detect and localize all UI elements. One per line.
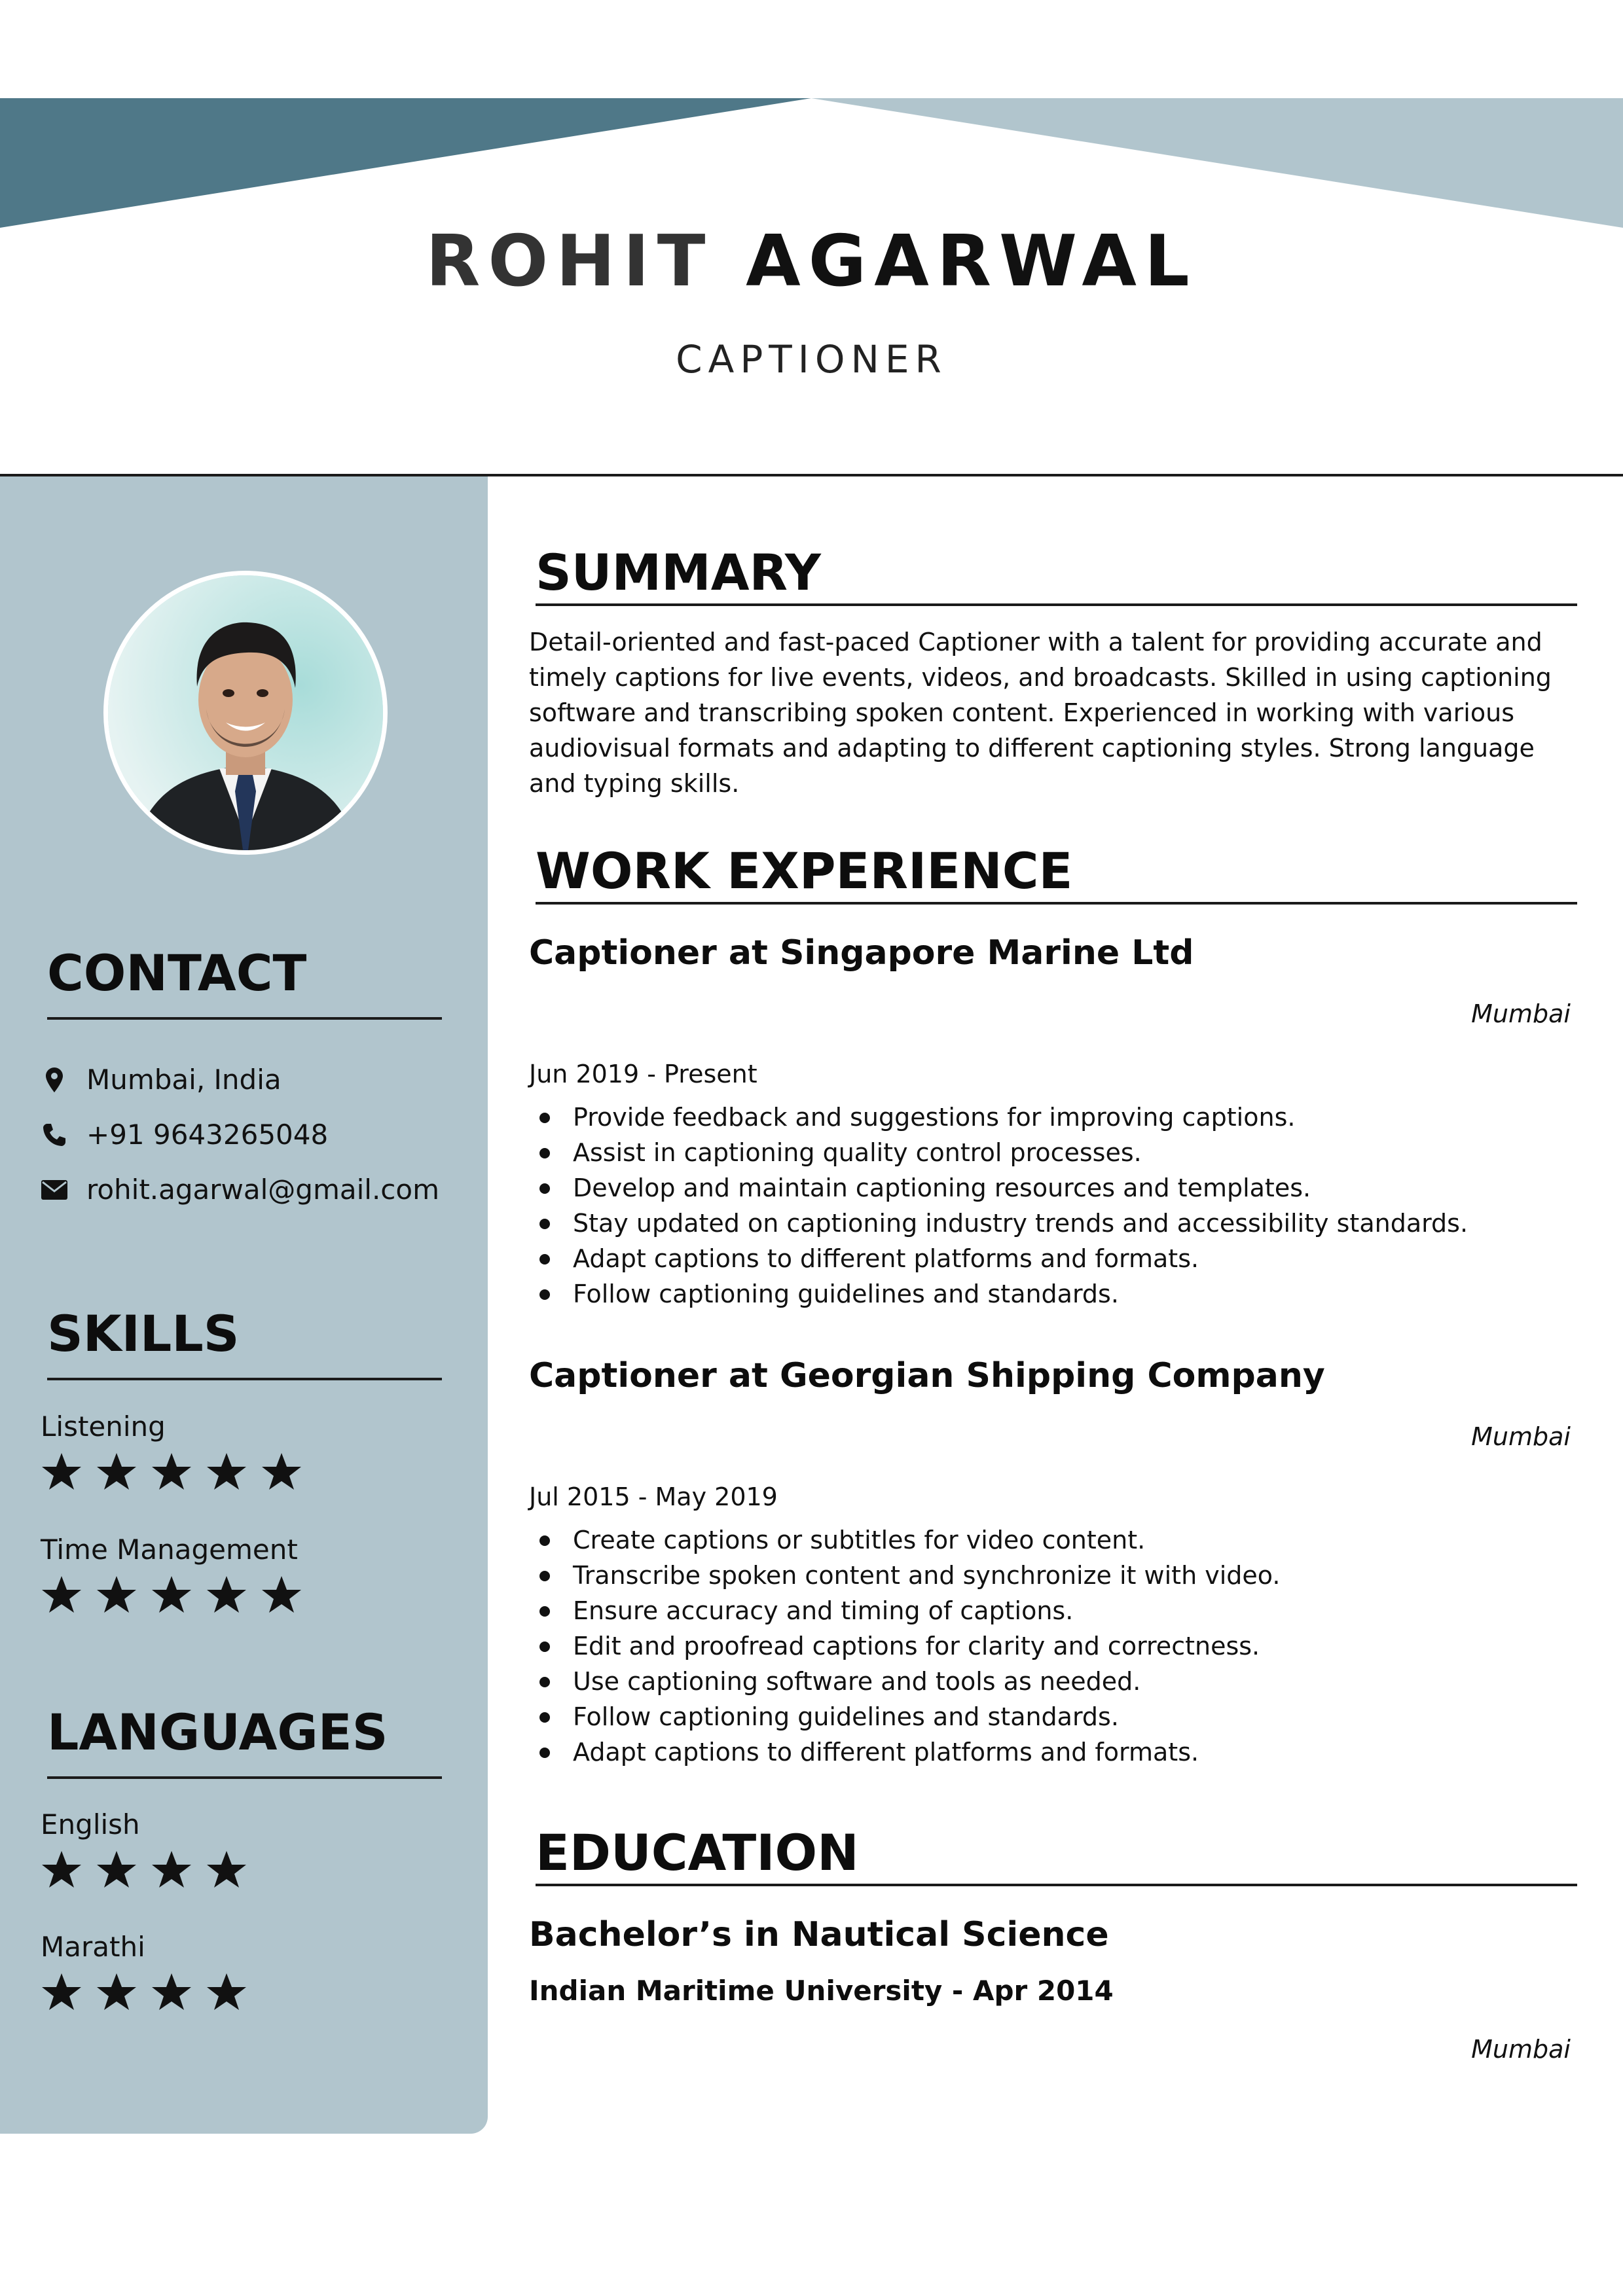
list-item: Assist in captioning quality control processes. (529, 1135, 1142, 1170)
job-1-location: Mumbai (1471, 999, 1571, 1028)
experience-divider (536, 902, 1577, 905)
list-item: Adapt captions to different platforms and formats. (529, 1241, 1199, 1276)
job-1-title: Captioner at Singapore Marine Ltd (529, 933, 1194, 973)
education-divider (536, 1884, 1577, 1886)
experience-heading: WORK EXPERIENCE (536, 842, 1073, 900)
star-icon (151, 1450, 192, 1492)
phone-text[interactable]: +91 9643265048 (86, 1119, 329, 1151)
star-icon (151, 1848, 192, 1890)
star-icon (261, 1450, 302, 1492)
skills-divider (47, 1378, 442, 1380)
header-band (0, 98, 1623, 229)
skill-rating (41, 1450, 316, 1496)
map-pin-icon (41, 1066, 68, 1094)
email-text[interactable]: rohit.agarwal@gmail.com (86, 1174, 440, 1206)
summary-heading: SUMMARY (536, 543, 821, 601)
education-heading: EDUCATION (536, 1823, 859, 1882)
star-icon (151, 1971, 192, 2013)
star-icon (206, 1848, 247, 1890)
band-dark-shape (0, 98, 811, 228)
job-1-dates: Jun 2019 - Present (529, 1060, 757, 1088)
star-icon (206, 1971, 247, 2013)
education-degree: Bachelor’s in Nautical Science (529, 1915, 1109, 1954)
list-item: Provide feedback and suggestions for improving captions. (529, 1100, 1295, 1135)
star-icon (41, 1971, 82, 2013)
star-icon (41, 1573, 82, 1615)
star-icon (41, 1848, 82, 1890)
language-rating (41, 1971, 261, 2017)
star-icon (151, 1573, 192, 1615)
first-name: ROHIT (426, 221, 714, 302)
contact-divider (47, 1017, 442, 1020)
summary-text: Detail-oriented and fast-paced Captioner with a talent for providing accurate and timely captions for live events, videos, and broadcasts. Skilled in using captioning software and transcribing spoken content. Experienced in working with various audiovisual formats and adapting to different captioning styles. Strong language and typing skills. (529, 628, 1552, 798)
band-light-shape (811, 98, 1623, 228)
contact-phone (41, 1115, 328, 1155)
star-icon (96, 1848, 137, 1890)
skill-rating (41, 1573, 316, 1619)
education-location: Mumbai (1471, 2035, 1571, 2064)
star-icon (41, 1450, 82, 1492)
education-school: Indian Maritime University - Apr 2014 (529, 1975, 1114, 2007)
language-label: English (41, 1808, 140, 1840)
last-name: AGARWAL (746, 221, 1197, 302)
job-title: CAPTIONER (676, 337, 947, 382)
skills-heading: SKILLS (47, 1304, 240, 1363)
profile-photo (103, 571, 388, 855)
list-item: Use captioning software and tools as needed. (529, 1664, 1140, 1699)
list-item: Ensure accuracy and timing of captions. (529, 1593, 1073, 1628)
contact-email (41, 1170, 439, 1210)
star-icon (206, 1573, 247, 1615)
star-icon (96, 1450, 137, 1492)
star-icon (96, 1971, 137, 2013)
envelope-icon (41, 1175, 68, 1204)
language-label: Marathi (41, 1931, 145, 1963)
job-2-dates: Jul 2015 - May 2019 (529, 1482, 778, 1511)
phone-icon (41, 1121, 68, 1149)
list-item: Follow captioning guidelines and standards. (529, 1276, 1119, 1312)
location-text: Mumbai, India (86, 1064, 282, 1096)
job-2-location: Mumbai (1471, 1422, 1571, 1451)
languages-divider (47, 1776, 442, 1779)
candidate-name (0, 219, 1623, 304)
list-item: Transcribe spoken content and synchronize it with video. (529, 1558, 1280, 1593)
list-item: Create captions or subtitles for video content. (529, 1522, 1145, 1558)
avatar-illustration (108, 575, 383, 850)
job-2-title: Captioner at Georgian Shipping Company (529, 1356, 1325, 1395)
contact-heading: CONTACT (47, 944, 307, 1002)
contact-location (41, 1060, 282, 1100)
list-item: Stay updated on captioning industry trends and accessibility standards. (529, 1206, 1468, 1241)
skill-label: Listening (41, 1410, 166, 1443)
skill-label: Time Management (41, 1534, 298, 1566)
languages-heading: LANGUAGES (47, 1703, 388, 1761)
star-icon (96, 1573, 137, 1615)
list-item: Develop and maintain captioning resources and templates. (529, 1170, 1311, 1206)
list-item: Edit and proofread captions for clarity and correctness. (529, 1628, 1260, 1664)
list-item: Follow captioning guidelines and standards. (529, 1699, 1119, 1734)
language-rating (41, 1848, 261, 1894)
summary-divider (536, 603, 1577, 606)
star-icon (206, 1450, 247, 1492)
star-icon (261, 1573, 302, 1615)
list-item: Adapt captions to different platforms and formats. (529, 1734, 1199, 1770)
